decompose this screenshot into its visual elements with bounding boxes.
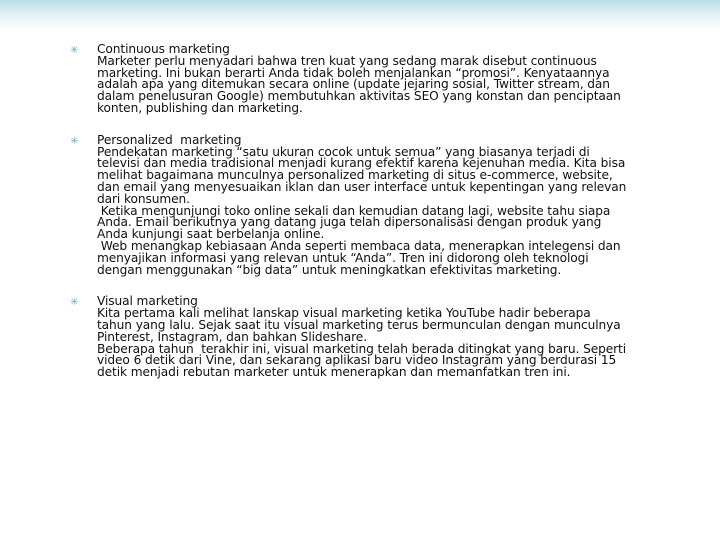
paragraph-line: menyajikan informasi yang relevan untuk “Anda”. Tren ini didorong oleh teknologi: [97, 250, 589, 265]
paragraph-line: dan email yang menyesuaikan iklan dan user interface untuk kepentingan yang relevan: [97, 179, 627, 194]
bullet-paragraph: [97, 341, 650, 380]
paragraph-line: Anda kunjungi saat berbelanja online.: [97, 227, 325, 242]
paragraph-line: konten, publishing dan marketing.: [97, 100, 303, 115]
paragraph-line: Beberapa tahun terakhir ini, visual marketing telah berada ditingkat yang baru. Seperti: [97, 341, 627, 356]
bullet-personalized-marketing: [70, 132, 650, 277]
header-gradient-band: [0, 0, 720, 30]
paragraph-line: detik menjadi rebutan marketer untuk menerapkan dan memanfatkan tren ini.: [97, 365, 571, 380]
slide-content: [70, 44, 650, 379]
bullet-title: Visual marketing: [97, 294, 198, 309]
paragraph-line: Web menangkap kebiasaan Anda seperti membaca data, menerapkan intelegensi dan: [97, 238, 621, 253]
bullet-paragraph: [97, 203, 650, 242]
paragraph-line: adalah apa yang ditemukan secara online (update jejaring sosial, Twitter stream, dan: [97, 77, 610, 92]
paragraph-line: Marketer perlu menyadari bahwa tren kuat yang sedang marak disebut continuous: [97, 53, 597, 68]
paragraph-line: Ketika mengunjungi toko online sekali dan kemudian datang lagi, website tahu siapa: [97, 203, 611, 218]
paragraph-line: Kita pertama kali melihat lanskap visual marketing ketika YouTube hadir beberapa: [97, 306, 591, 321]
paragraph-line: Anda. Email berikutnya yang datang juga telah dipersonalisasi dengan produk yang: [97, 215, 602, 230]
bullet-continuous-marketing: [70, 44, 650, 115]
bullet-paragraph: [97, 53, 650, 115]
bullet-paragraph: [97, 308, 650, 343]
asterisk-bullet-icon: ✳: [70, 45, 79, 56]
paragraph-line: dengan menggunakan “big data” untuk meningkatkan efektivitas marketing.: [97, 262, 562, 277]
asterisk-bullet-icon: ✳: [70, 297, 79, 309]
bullet-title: Continuous marketing: [97, 42, 230, 56]
paragraph-line: melihat bagaimana munculnya personalized marketing di situs e-commerce, website,: [97, 168, 613, 183]
bullet-title: Personalized marketing: [97, 132, 242, 147]
bullet-visual-marketing: [70, 296, 650, 379]
bullet-paragraph: [97, 238, 650, 277]
paragraph-line: dalam penelusuran Google) membutuhkan aktivitas SEO yang konstan dan penciptaan: [97, 89, 621, 104]
asterisk-bullet-icon: ✳: [70, 135, 79, 147]
paragraph-line: tahun yang lalu. Sejak saat itu visual marketing terus bermunculan dengan munculnya: [97, 317, 621, 332]
paragraph-line: marketing. Ini bukan berarti Anda tidak boleh menjalankan “promosi”. Kenyataannya: [97, 65, 610, 80]
paragraph-line: dari konsumen.: [97, 191, 190, 206]
paragraph-line: Pinterest, Instagram, dan bahkan Slideshare.: [97, 329, 367, 344]
paragraph-line: televisi dan media tradisional menjadi kurang efektif karena kejenuhan media. Kita bisa: [97, 156, 626, 171]
paragraph-line: video 6 detik dari Vine, dan sekarang aplikasi baru video Instagram yang berdurasi 15: [97, 353, 617, 368]
bullet-paragraph: [97, 144, 650, 206]
paragraph-line: Pendekatan marketing “satu ukuran cocok untuk semua” yang biasanya terjadi di: [97, 144, 590, 159]
